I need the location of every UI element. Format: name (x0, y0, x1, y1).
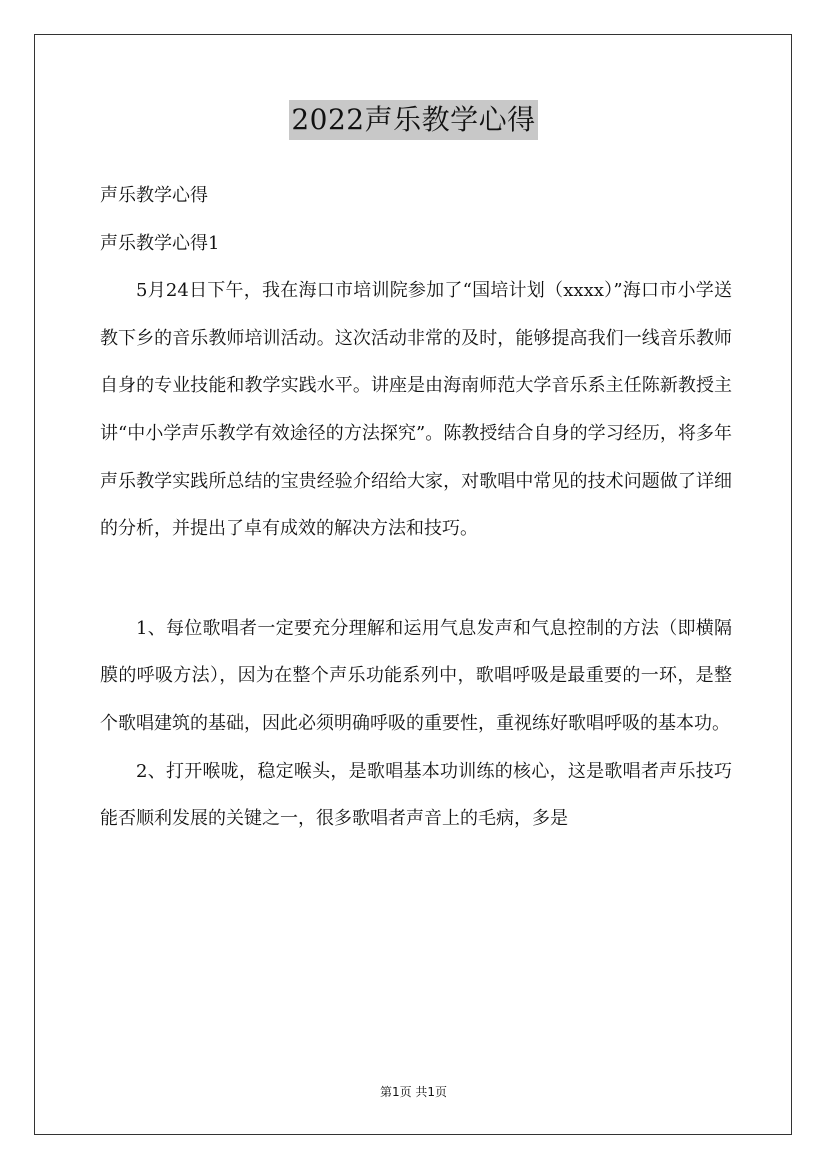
page-number-footer: 第1页 共1页 (379, 1085, 448, 1099)
document-title: 2022声乐教学心得 (289, 100, 537, 140)
paragraph-spacer (100, 553, 732, 605)
body-paragraph-point-2: 2、打开喉咙，稳定喉头，是歌唱基本功训练的核心，这是歌唱者声乐技巧能否顺利发展的关键之一，很多歌唱者声音上的毛病，多是 (100, 760, 732, 830)
section-heading: 声乐教学心得 (100, 185, 208, 206)
title-container (0, 100, 827, 140)
document-body (100, 172, 732, 843)
body-paragraph-intro: 5月24日下午，我在海口市培训院参加了“国培计划（xxxx）”海口市小学送教下乡的音乐教师培训活动。这次活动非常的及时，能够提高我们一线音乐教师自身的专业技能和教学实践水平。讲座是由海南师范大学音乐系主任陈新教授主讲“中小学声乐教学有效途径的方法探究”。陈教授结合自身的学习经历，将多年声乐教学实践所总结的宝贵经验介绍给大家，对歌唱中常见的技术问题做了详细的分析，并提出了卓有成效的解决方法和技巧。 (100, 280, 732, 540)
body-paragraph-point-1: 1、每位歌唱者一定要充分理解和运用气息发声和气息控制的方法（即横隔膜的呼吸方法），因为在整个声乐功能系列中，歌唱呼吸是最重要的一环，是整个歌唱建筑的基础，因此必须明确呼吸的重要性，重视练好歌唱呼吸的基本功。 (100, 617, 732, 734)
section-subheading: 声乐教学心得1 (100, 232, 220, 254)
